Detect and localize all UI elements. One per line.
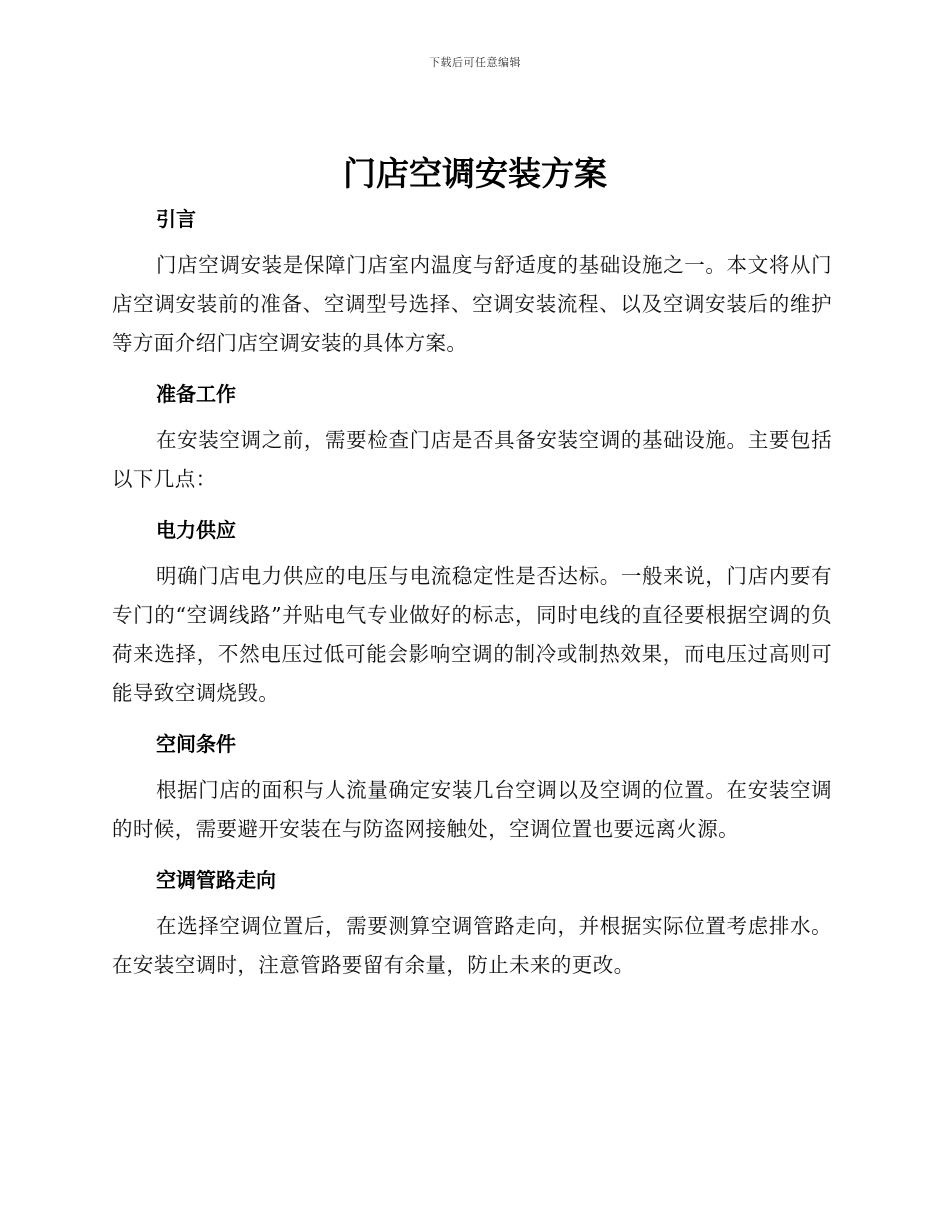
section-paragraph: 根据门店的面积与人流量确定安装几台空调以及空调的位置。在安装空调的时候，需要避开安装在与防盗网接触处，空调位置也要远离火源。: [112, 778, 832, 841]
section-heading: 电力供应: [156, 518, 236, 542]
section-heading: 准备工作: [156, 382, 236, 406]
header-note: 下载后可任意编辑: [429, 56, 521, 69]
section-paragraph: 门店空调安装是保障门店室内温度与舒适度的基础设施之一。本文将从门店空调安装前的准备、空调型号选择、空调安装流程、以及空调安装后的维护等方面介绍门店空调安装的具体方案。: [112, 253, 832, 355]
section-power-supply: [112, 511, 832, 713]
section-paragraph: 在选择空调位置后，需要测算空调管路走向，并根据实际位置考虑排水。在安装空调时，注意管路要留有余量，防止未来的更改。: [112, 914, 832, 977]
section-paragraph: 在安装空调之前，需要检查门店是否具备安装空调的基础设施。主要包括以下几点：: [112, 428, 832, 491]
section-heading: 引言: [156, 207, 196, 231]
document-title: 门店空调安装方案: [343, 154, 607, 193]
document-body: [112, 200, 832, 997]
section-pipe-routing: [112, 861, 832, 985]
section-heading: 空间条件: [156, 732, 236, 756]
section-paragraph: 明确门店电力供应的电压与电流稳定性是否达标。一般来说，门店内要有专门的“空调线路”并贴电气专业做好的标志，同时电线的直径要根据空调的负荷来选择，不然电压过低可能会影响空调的制冷或制热效果，而电压过高则可能导致空调烧毁。: [112, 564, 832, 705]
section-heading: 空调管路走向: [156, 868, 276, 892]
section-introduction: [112, 200, 832, 363]
section-space-conditions: [112, 725, 832, 849]
section-preparation: [112, 375, 832, 499]
